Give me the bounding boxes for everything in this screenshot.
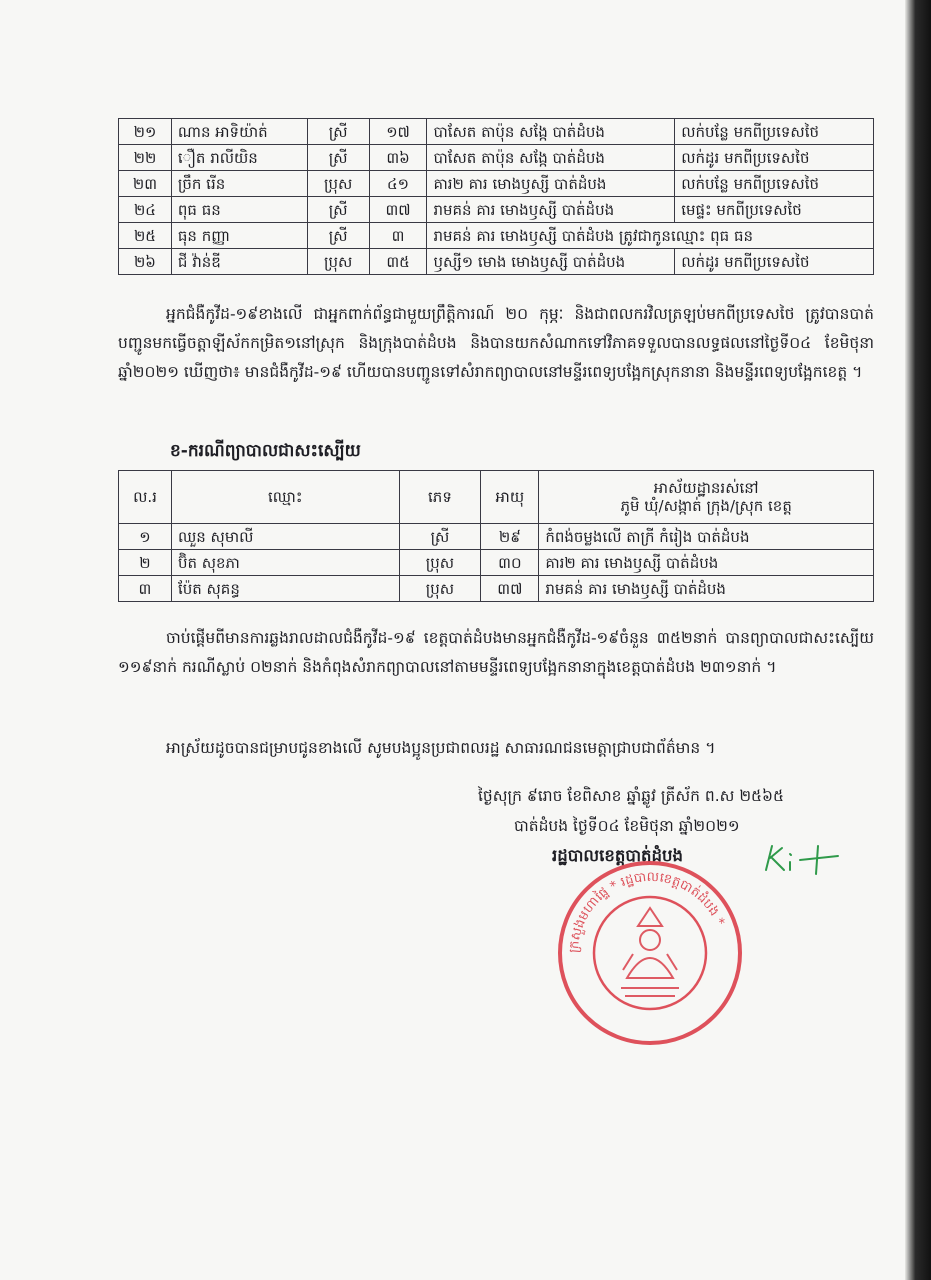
table-row [119, 576, 874, 602]
cell-note: លក់បន្លែ មកពីប្រទេសថៃ [675, 171, 874, 197]
header-address-line1: អាស័យដ្ឋានរស់នៅ [653, 479, 759, 497]
table-row [119, 550, 874, 576]
cell-sex: ស្រី [399, 524, 481, 550]
table-row [119, 249, 874, 275]
cell-name: ធុន កញ្ញា [171, 223, 307, 249]
svg-text:ក្រសួងមហាផ្ទៃ * រដ្ឋបាលខេត្តបា: ក្រសួងមហាផ្ទៃ * រដ្ឋបាលខេត្តបាត់ដំបង * [566, 869, 728, 954]
cell-name: ប៊ិត សុខភា [171, 550, 399, 576]
cell-address: បាសែត តាប៉ុន សង្កែ បាត់ដំបង [427, 119, 675, 145]
cell-address: គារ២ គារ មោងឫស្សី បាត់ដំបង [427, 171, 675, 197]
cell-no: ១ [119, 524, 172, 550]
cell-age: ២៩ [481, 524, 539, 550]
cell-address: រាមគន់ គារ មោងឫស្សី បាត់ដំបង [539, 576, 874, 602]
cases-table [118, 118, 874, 275]
cell-address: រាមគន់ គារ មោងឫស្សី បាត់ដំបង [427, 197, 675, 223]
cell-name: ឈួន សុមាលី [171, 524, 399, 550]
cell-name: ពុធ ធន [171, 197, 307, 223]
cell-address: ឫស្សី១ មោង មោងឫស្សី បាត់ដំបង [427, 249, 675, 275]
signer-title: រដ្ឋបាលខេត្តបាត់ដំបង [552, 846, 683, 865]
cell-no: ២៤ [119, 197, 172, 223]
cell-age: ៣០ [481, 550, 539, 576]
table-row [119, 197, 874, 223]
cell-no: ២១ [119, 119, 172, 145]
cell-age: ៣៦ [369, 145, 427, 171]
cell-no: ៣ [119, 576, 172, 602]
cell-no: ២ [119, 550, 172, 576]
cell-sex: ស្រី [307, 197, 369, 223]
header-name: ឈ្មោះ [171, 471, 399, 524]
cell-name: ប៉ែត សុគន្ធ [171, 576, 399, 602]
date-solar: បាត់ដំបង ថ្ងៃទី០៤ ខែមិថុនា ឆ្នាំ២០២១ [514, 817, 740, 835]
table-header-row [119, 471, 874, 524]
date-lunar: ថ្ងៃសុក្រ ៩រោច ខែពិសាខ ឆ្នាំឆ្លូវ ត្រីស័ក ព.ស ២៥៦៥ [478, 787, 784, 805]
cell-sex: ស្រី [307, 223, 369, 249]
cell-note: លក់ដូរ មកពីប្រទេសថៃ [675, 145, 874, 171]
cell-name: ច្រឹក រើន [171, 171, 307, 197]
cell-no: ២៥ [119, 223, 172, 249]
table-row [119, 145, 874, 171]
section-heading-recovered: ខ-ករណីព្យាបាលជាសះស្បើយ [170, 441, 361, 461]
cell-age: ៣៧ [481, 576, 539, 602]
cell-age: ១៧ [369, 119, 427, 145]
header-sex: ភេទ [399, 471, 481, 524]
signature-mark [760, 840, 850, 880]
paragraph-closing: អាស្រ័យដូចបានជម្រាបជូនខាងលើ សូមបងប្អូនប្រជាពលរដ្ឋ សាធារណជនមេត្តាជ្រាបជាព័ត៌មាន ។ [166, 739, 716, 757]
header-address-line2: ភូមិ ឃុំ/សង្កាត់ ក្រុង/ស្រុក ខេត្ត [620, 497, 792, 515]
cell-age: ៤១ [369, 171, 427, 197]
cell-age: ៣៧ [369, 197, 427, 223]
table-row [119, 119, 874, 145]
cell-address: កំពង់ចម្លងលើ តាក្រី កំរៀង បាត់ដំបង [539, 524, 874, 550]
official-seal [555, 858, 745, 1048]
cell-sex: ប្រុស [399, 550, 481, 576]
recovered-table [118, 470, 874, 602]
cell-address: បាសែត តាប៉ុន សង្កែ បាត់ដំបង [427, 145, 675, 171]
cell-sex: ប្រុស [307, 171, 369, 197]
scan-page-edge [905, 0, 931, 1280]
cell-name: ណាន អាទិយ៉ាត់ [171, 119, 307, 145]
cell-sex: ស្រី [307, 145, 369, 171]
cell-no: ២៣ [119, 171, 172, 197]
header-address [539, 471, 874, 524]
cell-note: មេផ្ទះ មកពីប្រទេសថៃ [675, 197, 874, 223]
cell-sex: ប្រុស [399, 576, 481, 602]
table-row [119, 524, 874, 550]
table-row [119, 223, 874, 249]
paragraph-province-totals: ចាប់ផ្តើមពីមានការឆ្លងរាលដាលជំងឺកូវីដ-១៩ ខេត្តបាត់ដំបងមានអ្នកជំងឺកូវីដ-១៩ចំនួន ៣៥២នាក់ បានព្យាបាលជាសះស្បើយ ១១៩នាក់ ករណីស្លាប់ ០២នាក់ និងកំពុងសំរាកព្យាបាលនៅតាមមន្ទីរពេទ្យបង្អែកនានាក្នុងខេត្តបាត់ដំបង ២៣១នាក់ ។ [118, 629, 874, 676]
cell-address: គារ២ គារ មោងឫស្សី បាត់ដំបង [539, 550, 874, 576]
cell-name: ឿត រាលីយិន [171, 145, 307, 171]
cell-no: ២២ [119, 145, 172, 171]
cell-note: លក់ដូរ មកពីប្រទេសថៃ [675, 249, 874, 275]
cell-no: ២៦ [119, 249, 172, 275]
header-no: ល.រ [119, 471, 172, 524]
header-age: អាយុ [481, 471, 539, 524]
cell-age: ៣៥ [369, 249, 427, 275]
table-row [119, 171, 874, 197]
cell-sex: ប្រុស [307, 249, 369, 275]
cell-name: ជី វ៉ាន់ឌី [171, 249, 307, 275]
cell-note: លក់បន្លែ មកពីប្រទេសថៃ [675, 119, 874, 145]
cell-age: ៣ [369, 223, 427, 249]
paragraph-cases-summary: អ្នកជំងឺកូវីដ-១៩ខាងលើ ជាអ្នកពាក់ព័ន្ធជាមួយព្រឹត្តិការណ៍ ២០ កុម្ភៈ និងជាពលករវិលត្រឡប់មកពីប្រទេសថៃ ត្រូវបានបាត់បញ្ជូនមកធ្វើចត្តាឡីស័កកម្រិត១នៅស្រុក និងក្រុងបាត់ដំបង និងបានយកសំណាកទៅវិភាគទទួលបានលទ្ធផលនៅថ្ងៃទី០៤ ខែមិថុនា ឆ្នាំ២០២១ ឃើញថា៖ មានជំងឺកូវីដ-១៩ ហើយបានបញ្ជូនទៅសំរាកព្យាបាលនៅមន្ទីរពេទ្យបង្អែកស្រុកនានា និងមន្ទីរពេទ្យបង្អែកខេត្ត ។ [118, 305, 874, 381]
cell-sex: ស្រី [307, 119, 369, 145]
cell-address-merged: រាមគន់ គារ មោងឫស្សី បាត់ដំបង ត្រូវជាកូនឈ្មោះ ពុធ ធន [427, 223, 874, 249]
